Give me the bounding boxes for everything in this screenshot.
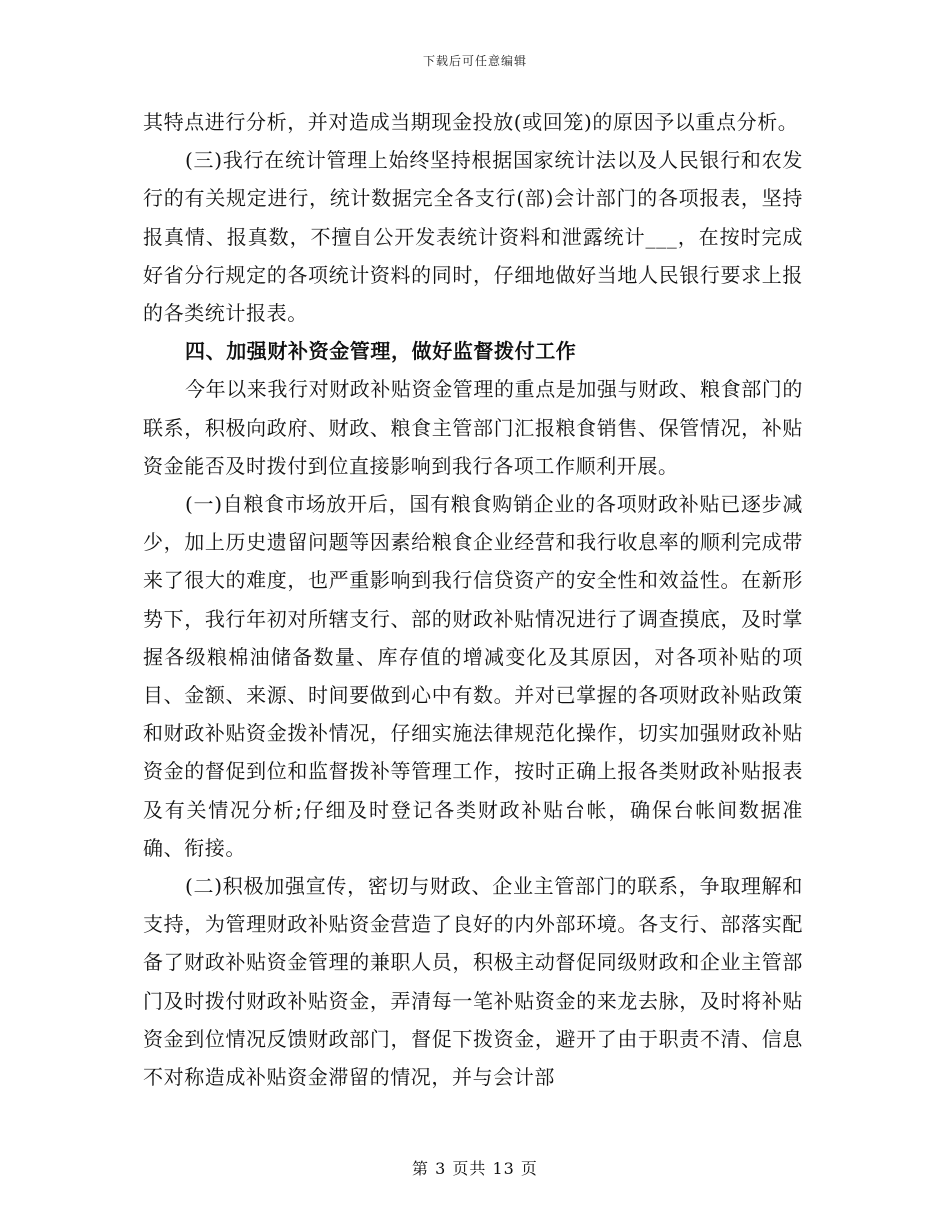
document-body bbox=[143, 103, 803, 1096]
page-header: 下载后可任意编辑 bbox=[422, 54, 527, 68]
paragraph: 今年以来我行对财政补贴资金管理的重点是加强与财政、粮食部门的联系，积极向政府、财政、粮食主管部门汇报粮食销售、保管情况，补贴资金能否及时拨付到位直接影响到我行各项工作顺利开展。 bbox=[143, 377, 803, 478]
paragraph: (二)积极加强宣传，密切与财政、企业主管部门的联系，争取理解和支持，为管理财政补贴资金营造了良好的内外部环境。各支行、部落实配备了财政补贴资金管理的兼职人员，积极主动督促同级财政和企业主管部门及时拨付财政补贴资金，弄清每一笔补贴资金的来龙去脉，及时将补贴资金到位情况反馈财政部门，督促下拨资金，避开了由于职责不清、信息不对称造成补贴资金滞留的情况，并与会计部 bbox=[143, 874, 803, 1090]
page-footer: 第 3 页共 13 页 bbox=[412, 1159, 538, 1178]
section-heading: 四、加强财补资金管理，做好监督拨付工作 bbox=[185, 339, 577, 364]
paragraph: 其特点进行分析，并对造成当期现金投放(或回笼)的原因予以重点分析。 bbox=[143, 110, 799, 134]
paragraph: (一)自粮食市场放开后，国有粮食购销企业的各项财政补贴已逐步减少，加上历史遗留问题等因素给粮食企业经营和我行收息率的顺利完成带来了很大的难度，也严重影响到我行信贷资产的安全性和效益性。在新形势下，我行年初对所辖支行、部的财政补贴情况进行了调查摸底，及时掌握各级粮棉油储备数量、库存值的增减变化及其原因，对各项补贴的项目、金额、来源、时间要做到心中有数。并对已掌握的各项财政补贴政策和财政补贴资金拨补情况，仔细实施法律规范化操作，切实加强财政补贴资金的督促到位和监督拨补等管理工作，按时正确上报各类财政补贴报表及有关情况分析;仔细及时登记各类财政补贴台帐，确保台帐间数据准确、衔接。 bbox=[143, 492, 803, 860]
paragraph: (三)我行在统计管理上始终坚持根据国家统计法以及人民银行和农发行的有关规定进行，统计数据完全各支行(部)会计部门的各项报表，坚持报真情、报真数，不擅自公开发表统计资料和泄露统计___，在按时完成好省分行规定的各项统计资料的同时，仔细地做好当地人民银行要求上报的各类统计报表。 bbox=[143, 148, 803, 326]
